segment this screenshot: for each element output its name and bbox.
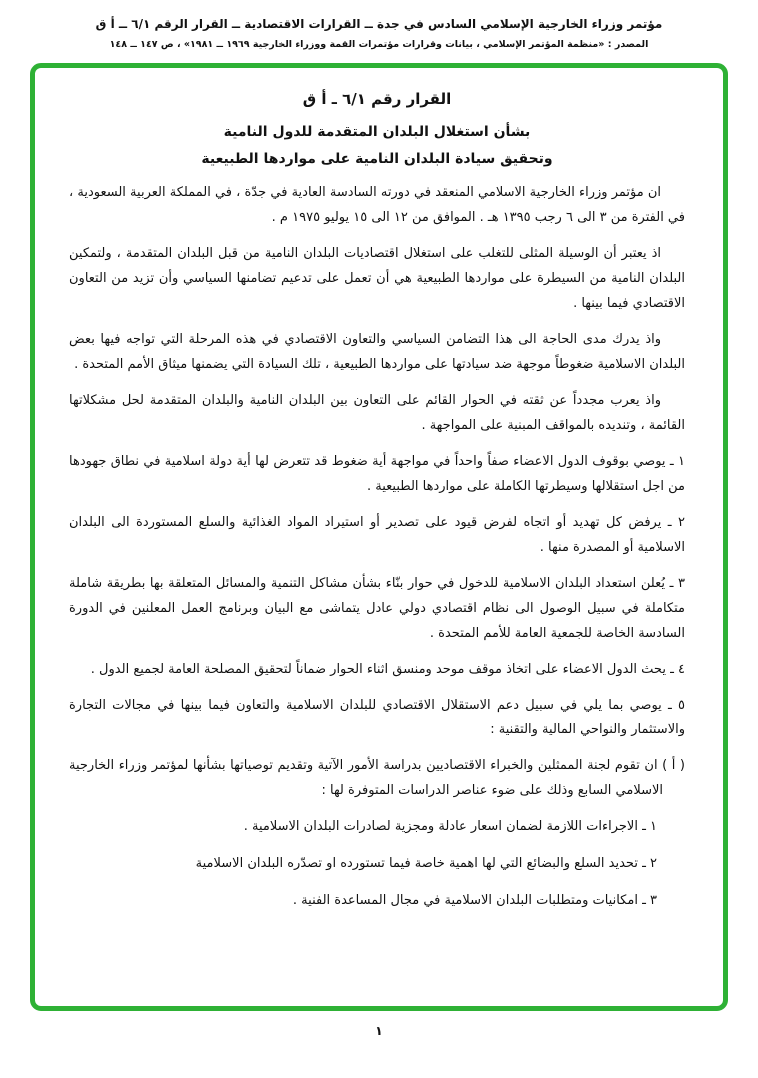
resolution-subitem-2: ٢ ـ تحديد السلع والبضائع التي لها اهمية خاصة فيما تستورده او تصدّره البلدان الاسلامية	[195, 856, 657, 872]
resolution-item-5: ٥ ـ يوصي بما يلي في سبيل دعم الاستقلال الاقتصادي للبلدان الاسلامية والتعاون فيما بينها في مجالات التجارة والاستثمار والنواحي المالية والتقنية :	[69, 697, 685, 738]
resolution-item-2: ٢ ـ يرفض كل تهديد أو اتجاه لفرض قيود على تصدير أو استيراد المواد الغذائية والسلع المستوردة الى البلدان الاسلامية أو المصدرة منها .	[69, 514, 685, 555]
page-number: ١	[375, 1023, 383, 1039]
document-header	[0, 0, 758, 51]
header-title-line: مؤتمر وزراء الخارجية الإسلامي السادس في جدة ــ القرارات الاقتصادية ــ القرار الرقم ٦/١ ــ أ ق	[95, 17, 663, 31]
resolution-item-1: ١ ـ يوصي بوقوف الدول الاعضاء صفاً واحداً في مواجهة أية ضغوط قد تتعرض لها أية دولة اسلامية في نطاق جهودها من اجل استقلالها وسيطرتها الكاملة على مواردها الطبيعية .	[69, 453, 685, 494]
page-footer	[0, 1023, 758, 1038]
preamble-paragraph-2: اذ يعتبر أن الوسيلة المثلى للتغلب على استغلال اقتصاديات البلدان النامية من قبل البلدان المتقدمة ، ولتمكين البلدان النامية من السيطرة على مواردها الطبيعية هي أن تعمل على تدعيم تضامنها السياسي وأن تزيد من التعاون الاقتصادي فيما بينها .	[69, 246, 685, 312]
resolution-item-4: ٤ ـ يحث الدول الاعضاء على اتخاذ موقف موحد ومنسق اثناء الحوار ضماناً لتحقيق المصلحة العامة لجميع الدول .	[90, 661, 685, 677]
resolution-subject-line-1: بشأن استغلال البلدان المتقدمة للدول النامية	[223, 124, 531, 141]
preamble-paragraph-3: واذ يدرك مدى الحاجة الى هذا التضامن السياسي والتعاون الاقتصادي في هذه المرحلة التي تواجه فيها بعض البلدان الاسلامية ضغوطاً موجهة ضد سيادتها على مواردها الطبيعية ، تلك السيادة التي يضمنها ميثاق الأمم المتحدة .	[69, 332, 685, 373]
resolution-item-3: ٣ ـ يُعلن استعداد البلدان الاسلامية للدخول في حوار بنّاء بشأن مشاكل التنمية والمسائل المتعلقة بها بطريقة شاملة متكاملة في سبيل الوصول الى نظام اقتصادي دولي عادل يتماشى مع البيان وبرنامج العمل المعلنين في الدورة السادسة الخاصة للجمعية العامة للأمم المتحدة .	[69, 575, 685, 641]
preamble-paragraph-1: ان مؤتمر وزراء الخارجية الاسلامي المنعقد في دورته السادسة العادية في جدّة ، في المملكة العربية السعودية ، في الفترة من ٣ الى ٦ رجب ١٣٩٥ هـ . الموافق من ١٢ الى ١٥ يوليو ١٩٧٥ م .	[69, 185, 685, 226]
resolution-subitem-a: ( أ ) ان تقوم لجنة الممثلين والخبراء الاقتصاديين بدراسة الأمور الآتية وتقديم توصياتها بشأنها لمؤتمر وزراء الخارجية الاسلامي السابع وذلك على ضوء عناصر الدراسات المتوفرة لها :	[69, 758, 685, 799]
preamble-paragraph-4: واذ يعرب مجدداً عن ثقته في الحوار القائم على التعاون بين البلدان النامية والبلدان المتقدمة لحل مشكلاتها القائمة ، وتنديده بالمواقف المبنية على المواجهة .	[69, 392, 685, 433]
header-source-citation: المصدر : «منظمة المؤتمر الإسلامي ، بيانات وقرارات مؤتمرات القمة ووزراء الخارجية ١٩٦٩ ــ ١٩٨١» ، ص ١٤٧ ــ ١٤٨	[109, 39, 649, 50]
document-frame	[30, 63, 728, 1011]
resolution-subject-line-2: وتحقيق سيادة البلدان النامية على مواردها الطبيعية	[201, 151, 553, 168]
resolution-subitem-1: ١ ـ الاجراءات اللازمة لضمان اسعار عادلة ومجزية لصادرات البلدان الاسلامية .	[243, 819, 657, 835]
resolution-subitem-3: ٣ ـ امكانيات ومتطلبات البلدان الاسلامية في مجال المساعدة الفنية .	[292, 893, 657, 909]
resolution-title: القرار رقم ٦/١ ـ أ ق	[302, 90, 452, 109]
